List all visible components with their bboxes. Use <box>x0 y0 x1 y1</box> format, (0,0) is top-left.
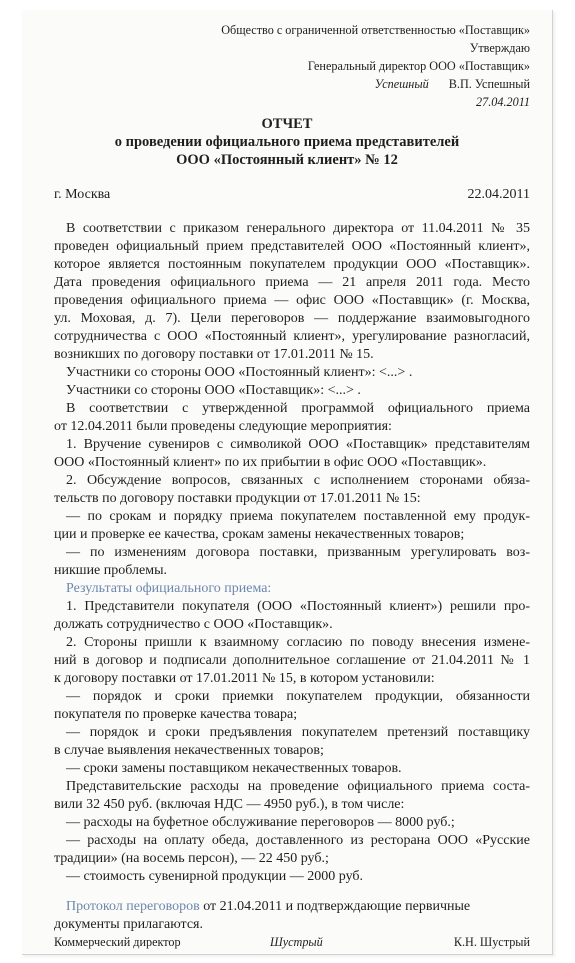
result-dash-item: — порядок и сроки приемки покупателем продукции, обязанности <box>66 689 530 704</box>
header-approve: Утверждаю <box>469 41 530 55</box>
header-director-name: В.П. Успешный <box>448 77 530 91</box>
document-page <box>22 10 553 955</box>
doc-title-line2: о проведении официального приема представителей <box>114 134 460 150</box>
list-item: тельств по договору поставки продукции от 17.01.2011 № 15: <box>54 491 421 506</box>
body-line: сотрудничества с ООО «Постоянный клиент», урегулирование разногласий, <box>54 329 530 344</box>
header-approve-date: 27.04.2011 <box>476 95 530 109</box>
results-heading: Результаты официального приема: <box>66 581 272 596</box>
body-line: которое является постоянным покупателем продукции ООО «Поставщик». <box>54 257 530 272</box>
body-line: проведения официального приема — офис ООО «Поставщик» (г. Москва, <box>54 293 530 308</box>
dash-item: ции и проверке ее качества, срокам замены некачественных товаров; <box>54 527 465 542</box>
list-item: ООО «Постоянный клиент» по их прибытии в офис ООО «Поставщик». <box>54 455 487 470</box>
doc-title-line3: ООО «Постоянный клиент» № 12 <box>176 152 398 168</box>
header-signature: Успешный <box>374 77 429 91</box>
result-item: к договору поставки от 17.01.2011 № 15, в котором установили: <box>54 671 435 686</box>
header-signature-line <box>375 77 530 92</box>
expenses-line: вили 32 450 руб. (включая НДС — 4950 руб.), в том числе: <box>54 797 405 812</box>
body-line: Дата проведения официального приема — 21 апреля 2011 года. Место <box>54 275 530 290</box>
expense-item: — расходы на буфетное обслуживание переговоров — 8000 руб.; <box>66 815 455 830</box>
body-line: В соответствии с утвержденной программой официального приема <box>66 401 530 416</box>
dash-item: — по срокам и порядку приема покупателем поставленной ему продук- <box>66 509 530 524</box>
result-item: 1. Представители покупателя (ООО «Постоянный клиент») решили про- <box>66 599 530 614</box>
dash-item: никшие проблемы. <box>54 563 168 578</box>
expenses-line: Представительские расходы на проведение официального приема соста- <box>66 779 530 794</box>
body-line: возникших по договору поставки от 17.01.2011 № 15. <box>54 347 374 362</box>
protocol-link[interactable]: Протокол переговоров <box>66 899 200 914</box>
body-line: проведен официальный прием представителей ООО «Постоянный клиент», <box>54 239 530 254</box>
expense-item: — расходы на оплату обеда, доставленного из ресторана ООО «Русские <box>66 833 530 848</box>
footer-position: Коммерческий директор <box>54 935 181 949</box>
header-director-title: Генеральный директор ООО «Поставщик» <box>307 59 530 73</box>
protocol-line <box>66 898 530 916</box>
result-item: ний в договор и подписали дополнительное соглашение от 21.04.2011 № 1 <box>54 653 530 668</box>
doc-title: ОТЧЕТ <box>261 116 313 132</box>
result-dash-item: в случае выявления некачественных товаров; <box>54 743 324 758</box>
body-line: ул. Моховая, д. 7). Цели переговоров — поддержание взаимовыгодного <box>54 311 530 326</box>
result-item: должать сотрудничество с ООО «Поставщик». <box>54 617 333 632</box>
header-company: Общество с ограниченной ответственностью «Поставщик» <box>221 23 530 37</box>
protocol-text: от 21.04.2011 и подтверждающие первичные <box>199 899 471 914</box>
result-dash-item: — порядок и сроки предъявления покупателем претензий поставщику <box>66 725 530 740</box>
footer-name: К.Н. Шустрый <box>453 935 530 949</box>
expense-item: — стоимость сувенирной продукции — 2000 руб. <box>66 869 364 884</box>
expense-item: традиции» (на восемь персон), — 22 450 руб.; <box>54 851 329 866</box>
body-line: от 12.04.2011 были проведены следующие мероприятия: <box>54 419 392 434</box>
result-dash-item: покупателя по проверке качества товара; <box>54 707 298 722</box>
body-line: В соответствии с приказом генерального директора от 11.04.2011 № 35 <box>66 221 530 236</box>
result-item: 2. Стороны пришли к взаимному согласию по поводу внесения измене- <box>66 635 530 650</box>
footer-signature: Шустрый <box>270 935 323 949</box>
place: г. Москва <box>54 187 111 202</box>
participants-supplier: Участники со стороны ООО «Поставщик»: <...> . <box>66 383 361 398</box>
dash-item: — по изменениям договора поставки, призванным урегулировать воз- <box>66 545 530 560</box>
list-item: 2. Обсуждение вопросов, связанных с исполнением сторонами обяза- <box>66 473 530 488</box>
participants-client: Участники со стороны ООО «Постоянный клиент»: <...> . <box>66 365 413 380</box>
protocol-line-2: документы прилагаются. <box>54 917 203 932</box>
list-item: 1. Вручение сувениров с символикой ООО «Поставщик» представителям <box>66 437 530 452</box>
result-dash-item: — сроки замены поставщиком некачественных товаров. <box>66 761 402 776</box>
report-date: 22.04.2011 <box>467 187 530 202</box>
